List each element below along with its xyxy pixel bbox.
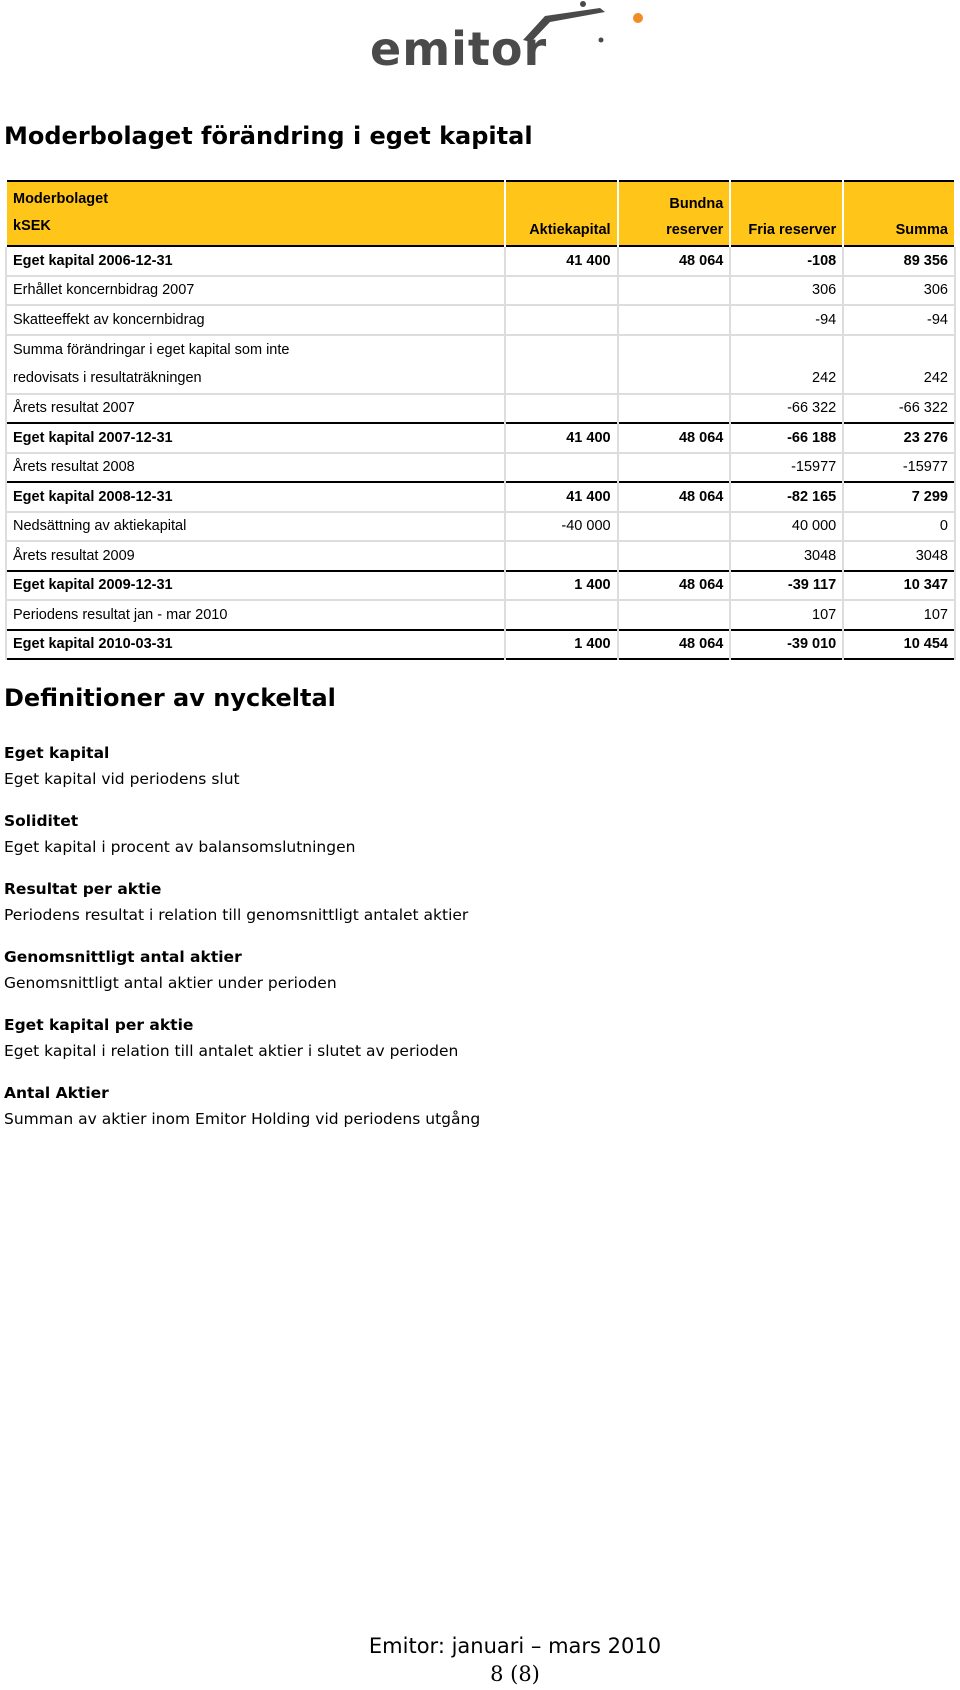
- table-cell: [618, 600, 731, 630]
- row-label: Årets resultat 2008: [6, 453, 505, 483]
- table-cell: 7 299: [843, 482, 955, 512]
- table-row: [6, 423, 955, 453]
- table-cell: 10 454: [843, 630, 955, 660]
- column-header-line2: reserver: [666, 222, 724, 238]
- row-label: Eget kapital 2007-12-31: [6, 423, 505, 453]
- row-label: Årets resultat 2009: [6, 541, 505, 571]
- table-cell: 48 064: [618, 630, 731, 660]
- table-cell: 1 400: [505, 571, 618, 601]
- table-cell: -39 117: [730, 571, 843, 601]
- column-header: [843, 181, 955, 246]
- footer-period: Emitor: januari – mars 2010: [368, 1634, 662, 1658]
- table-row: [6, 512, 955, 542]
- definition-item: [4, 876, 904, 928]
- table-row: [6, 305, 955, 335]
- table-cell: 10 347: [843, 571, 955, 601]
- table-row: [6, 541, 955, 571]
- definition-term: Genomsnittligt antal aktier: [4, 948, 242, 966]
- table-cell: 0: [843, 512, 955, 542]
- table-row: [6, 276, 955, 306]
- table-cell: -94: [730, 305, 843, 335]
- row-label: Summa förändringar i eget kapital som inte: [6, 335, 505, 365]
- table-cell: [505, 305, 618, 335]
- table-cell: [618, 541, 731, 571]
- row-label: redovisats i resultaträkningen: [6, 364, 505, 394]
- table-cell: [505, 541, 618, 571]
- table-cell: -66 322: [843, 394, 955, 424]
- table-cell: [618, 276, 731, 306]
- definition-item: [4, 1080, 904, 1132]
- table-cell: [505, 276, 618, 306]
- table-row: [6, 453, 955, 483]
- definitions-title: Definitioner av nyckeltal: [4, 684, 336, 712]
- definition-item: [4, 740, 904, 792]
- row-label: Skatteeffekt av koncernbidrag: [6, 305, 505, 335]
- table-corner-header: [6, 181, 505, 246]
- table-cell: 48 064: [618, 423, 731, 453]
- table-cell: [618, 364, 731, 394]
- table-cell: 306: [843, 276, 955, 306]
- table-cell: [505, 600, 618, 630]
- table-row: [6, 482, 955, 512]
- definition-description: Periodens resultat i relation till genomsnittligt antalet aktier: [4, 906, 469, 924]
- table-row: [6, 246, 955, 276]
- corner-top-label: Moderbolaget: [13, 191, 109, 207]
- page-title: Moderbolaget förändring i eget kapital: [4, 122, 533, 150]
- definition-description: Eget kapital i relation till antalet aktier i slutet av perioden: [4, 1042, 459, 1060]
- table-cell: 48 064: [618, 482, 731, 512]
- row-label: Eget kapital 2009-12-31: [6, 571, 505, 601]
- column-header-line2: Fria reserver: [748, 222, 837, 238]
- row-label: Eget kapital 2006-12-31: [6, 246, 505, 276]
- table-cell: [843, 335, 955, 365]
- definitions-list: [4, 740, 904, 1148]
- definition-description: Genomsnittligt antal aktier under perioden: [4, 974, 337, 992]
- definition-term: Resultat per aktie: [4, 880, 162, 898]
- emitor-logo: [370, 0, 650, 82]
- table-cell: -15977: [730, 453, 843, 483]
- table-cell: [618, 335, 731, 365]
- table-cell: 3048: [730, 541, 843, 571]
- table-header-row: [6, 181, 955, 246]
- table-cell: -66 188: [730, 423, 843, 453]
- table-cell: 23 276: [843, 423, 955, 453]
- column-header: [730, 181, 843, 246]
- table-cell: 1 400: [505, 630, 618, 660]
- definition-item: [4, 1012, 904, 1064]
- table-cell: 40 000: [730, 512, 843, 542]
- table-cell: -40 000: [505, 512, 618, 542]
- row-label: Erhållet koncernbidrag 2007: [6, 276, 505, 306]
- table-cell: 89 356: [843, 246, 955, 276]
- row-label: Nedsättning av aktiekapital: [6, 512, 505, 542]
- table-cell: [505, 364, 618, 394]
- table-cell: 242: [843, 364, 955, 394]
- definition-description: Summan av aktier inom Emitor Holding vid periodens utgång: [4, 1110, 481, 1128]
- table-cell: 242: [730, 364, 843, 394]
- equity-table: [5, 180, 956, 660]
- table-row: [6, 571, 955, 601]
- table-cell: 107: [843, 600, 955, 630]
- row-label: Årets resultat 2007: [6, 394, 505, 424]
- definition-description: Eget kapital i procent av balansomslutningen: [4, 838, 356, 856]
- table-cell: [505, 335, 618, 365]
- table-cell: [618, 394, 731, 424]
- table-cell: [618, 512, 731, 542]
- row-label: Eget kapital 2010-03-31: [6, 630, 505, 660]
- table-cell: [618, 305, 731, 335]
- corner-unit-label: kSEK: [13, 218, 51, 234]
- definition-term: Antal Aktier: [4, 1084, 109, 1102]
- table-row: [6, 364, 955, 394]
- column-header-line2: Summa: [895, 222, 948, 238]
- table-row: [6, 600, 955, 630]
- row-label: Periodens resultat jan - mar 2010: [6, 600, 505, 630]
- table-cell: 48 064: [618, 246, 731, 276]
- table-cell: 41 400: [505, 423, 618, 453]
- table-body: [6, 246, 955, 659]
- column-header: [505, 181, 618, 246]
- table-cell: 107: [730, 600, 843, 630]
- table-cell: [505, 453, 618, 483]
- table-cell: -39 010: [730, 630, 843, 660]
- column-header-line2: Aktiekapital: [529, 222, 611, 238]
- table-row: [6, 630, 955, 660]
- logo-accent-dot-icon: [632, 12, 644, 24]
- table-cell: 306: [730, 276, 843, 306]
- column-header: [618, 181, 731, 246]
- table-cell: [505, 394, 618, 424]
- table-cell: 41 400: [505, 482, 618, 512]
- table-cell: -15977: [843, 453, 955, 483]
- table-cell: -94: [843, 305, 955, 335]
- definition-item: [4, 944, 904, 996]
- table-row: [6, 335, 955, 365]
- table-cell: -66 322: [730, 394, 843, 424]
- footer-page-number: 8 (8): [490, 1662, 540, 1686]
- definition-term: Soliditet: [4, 812, 79, 830]
- definition-term: Eget kapital per aktie: [4, 1016, 194, 1034]
- table-cell: 41 400: [505, 246, 618, 276]
- definition-description: Eget kapital vid periodens slut: [4, 770, 240, 788]
- table-cell: 3048: [843, 541, 955, 571]
- logo-text: emitor: [370, 22, 548, 76]
- table-cell: 48 064: [618, 571, 731, 601]
- column-header-line1: Bundna: [669, 196, 724, 212]
- row-label: Eget kapital 2008-12-31: [6, 482, 505, 512]
- definition-term: Eget kapital: [4, 744, 110, 762]
- definition-item: [4, 808, 904, 860]
- table-row: [6, 394, 955, 424]
- table-cell: -108: [730, 246, 843, 276]
- table-cell: -82 165: [730, 482, 843, 512]
- table-cell: [730, 335, 843, 365]
- table-cell: [618, 453, 731, 483]
- page-footer: [0, 1632, 960, 1688]
